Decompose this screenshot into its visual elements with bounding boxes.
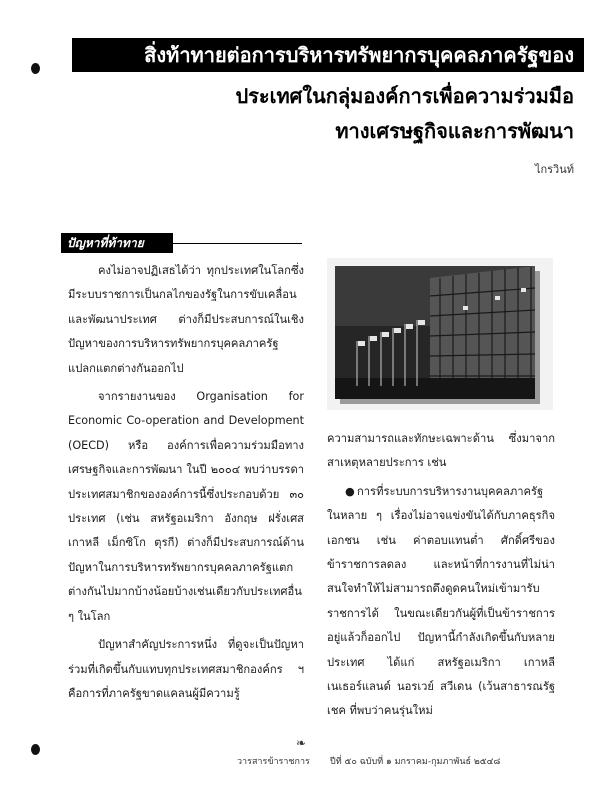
right-paragraph-1: ความสามารถและทักษะเฉพาะด้าน ซึ่งมาจากสาเหตุหลายประการ เช่น (327, 432, 555, 470)
section-heading: ปัญหาที่ท้าทาย (61, 233, 173, 253)
title-line-2: ประเทศในกลุ่มองค์การเพื่อความร่วมมือ (235, 84, 574, 108)
bullet-icon: ● (345, 484, 355, 498)
title-line-3: ทางเศรษฐกิจและการพัฒนา (335, 119, 574, 143)
margin-dot-top (31, 63, 40, 74)
building-photo (335, 266, 535, 399)
left-paragraph-2: จากรายงานของ Organisation for Economic Co-operation and Development (OECD) หรือ องค์การเพื่อความร่วมมือทางเศรษฐกิจและการพัฒนา ในปี ๒๐๐๔ พบว่าบรรดาประเทศสมาชิกขององค์การนี้ซึ่งประกอบด้วย ๓๐ ประเทศ (เช่น สหรัฐอเมริกา อังกฤษ ฝรั่งเศส เกาหลี เม็กซิโก ตุรกี) ต่างก็มีประสบการณ์ด้านปัญหาในการบริหารทรัพยากรบุคคลภาครัฐแตกต่างกันไปมากบ้างน้อยบ้างเช่นเดียวกับประเทศอื่น ๆ ในโลก (68, 390, 304, 623)
right-paragraph-2: การที่ระบบการบริหารงานบุคคลภาครัฐในหลาย ๆ เรื่องไม่อาจแข่งขันได้กับภาคธุรกิจเอกชน เช่น ค่าตอบแทนต่ำ ศักดิ์ศรีของข้าราชการลดลง และหน้าที่การงานที่ไม่น่าสนใจทำให้ไม่สามารถดึงดูดคนใหม่เข้ามารับราชการได้ ในขณะเดียวกันผู้ที่เป็นข้าราชการอยู่แล้วก็ออกไป ปัญหานี้กำลังเกิดขึ้นกับหลายประเทศ ได้แก่ สหรัฐอเมริกา เกาหลี เนเธอร์แลนด์ นอรเวย์ สวีเดน (เว้นสาธารณรัฐเชค ที่พบว่าคนรุ่นใหม่ (327, 484, 555, 718)
margin-dot-bottom (31, 744, 40, 755)
right-column (327, 427, 555, 724)
author-name: ไกรวินท์ (534, 163, 574, 176)
left-paragraph-1: คงไม่อาจปฏิเสธได้ว่า ทุกประเทศในโลกซึ่งมีระบบราชการเป็นกลไกของรัฐในการขับเคลื่อนและพัฒนาประเทศ ต่างก็มีประสบการณ์ในเชิงปัญหาของการบริหารทรัพยากรบุคคลภาครัฐแปลกแตกต่างกันออกไป (68, 264, 304, 375)
left-column (68, 259, 304, 706)
section-rule (173, 243, 302, 244)
footer-mark-icon: ❧ (296, 736, 307, 750)
bullet-item (327, 480, 555, 724)
left-paragraph-3: ปัญหาสำคัญประการหนึ่ง ที่ดูจะเป็นปัญหาร่วมที่เกิดขึ้นกับแทบทุกประเทศสมาชิกองค์กร ฯ คือการที่ภาครัฐขาดแคลนผู้มีความรู้ (68, 638, 304, 700)
footer-issue: ปีที่ ๕๐ ฉบับที่ ๑ มกราคม-กุมภาพันธ์ ๒๕๔๘ (330, 757, 501, 767)
footer-journal: วารสารข้าราชการ (237, 757, 310, 767)
building-illustration (335, 266, 535, 399)
title-line-1: สิ่งท้าทายต่อการบริหารทรัพยากรบุคคลภาครัฐของ (72, 38, 584, 72)
article-photo (327, 258, 553, 410)
